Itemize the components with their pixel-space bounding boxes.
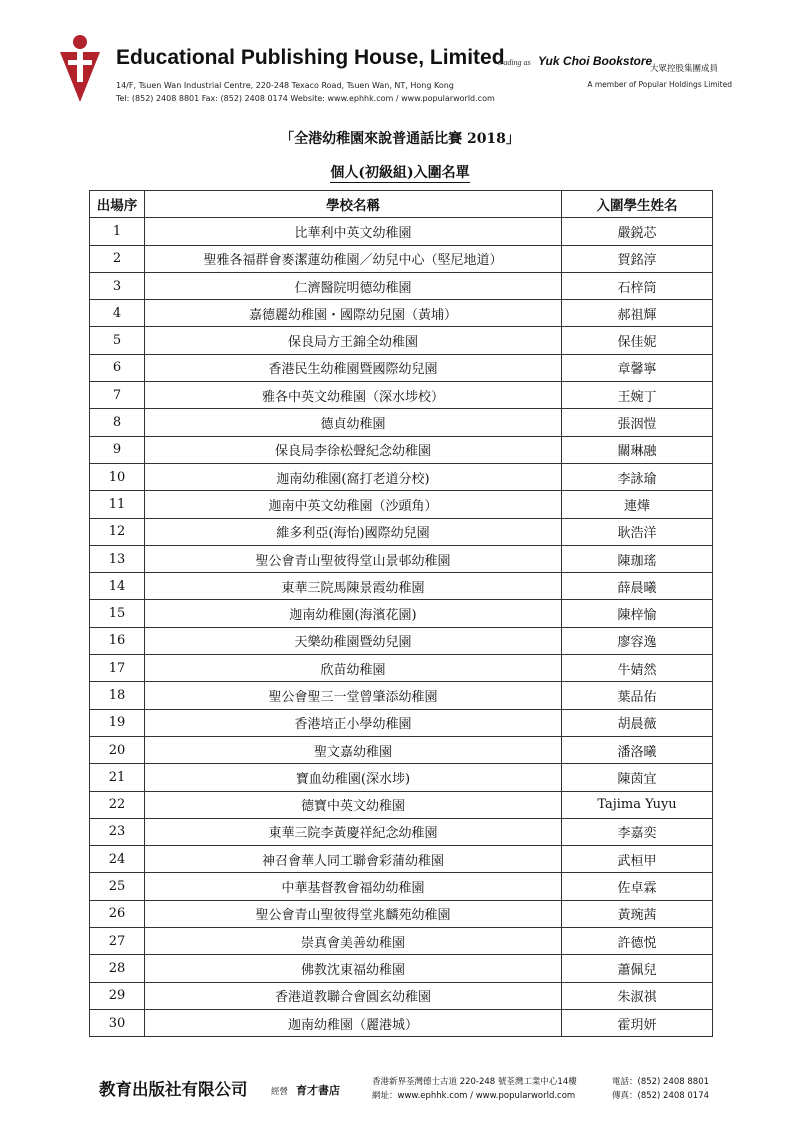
table-row: [90, 955, 713, 982]
company-name: Educational Publishing House, Limited: [116, 46, 505, 69]
cell-order: 18: [90, 682, 145, 709]
cell-school-name: 佛教沈東福幼稚園: [145, 955, 562, 982]
cell-school-name: 迦南幼稚園（麗港城）: [145, 1009, 562, 1036]
cell-student-name: 李嘉奕: [562, 818, 713, 845]
cell-student-name: 連燁: [562, 491, 713, 518]
cell-school-name: 香港民生幼稚園暨國際幼兒園: [145, 354, 562, 381]
cell-school-name: 比華利中英文幼稚園: [145, 218, 562, 245]
cell-school-name: 迦南幼稚園(窩打老道分校): [145, 463, 562, 490]
cell-order: 20: [90, 736, 145, 763]
cell-student-name: 薛晨曦: [562, 573, 713, 600]
cell-school-name: 保良局李徐松聲紀念幼稚園: [145, 436, 562, 463]
table-row: [90, 518, 713, 545]
table-row: [90, 327, 713, 354]
cell-student-name: 耿浩洋: [562, 518, 713, 545]
cell-order: 8: [90, 409, 145, 436]
cell-order: 3: [90, 272, 145, 299]
cell-student-name: 廖容逸: [562, 627, 713, 654]
bookstore-name: Yuk Choi Bookstore: [538, 54, 653, 68]
cell-school-name: 寶血幼稚園(深水埗): [145, 764, 562, 791]
cell-student-name: 許德悦: [562, 928, 713, 955]
cell-school-name: 聖文嘉幼稚園: [145, 736, 562, 763]
cell-student-name: Tajima Yuyu: [562, 791, 713, 818]
cell-student-name: 潘洛曦: [562, 736, 713, 763]
table-row: [90, 1009, 713, 1036]
table-row: [90, 573, 713, 600]
footer-tel: 電話：(852) 2408 8801: [612, 1077, 710, 1087]
cell-student-name: 陳梓愉: [562, 600, 713, 627]
cell-order: 6: [90, 354, 145, 381]
cell-student-name: 牛婧然: [562, 655, 713, 682]
cell-order: 15: [90, 600, 145, 627]
cell-student-name: 霍玥妍: [562, 1009, 713, 1036]
cell-school-name: 神召會華人同工聯會彩蒲幼稚園: [145, 846, 562, 873]
cell-order: 7: [90, 382, 145, 409]
cell-order: 14: [90, 573, 145, 600]
cell-student-name: 郝祖輝: [562, 300, 713, 327]
cell-school-name: 嘉德麗幼稚園・國際幼兒園（黃埔）: [145, 300, 562, 327]
cell-order: 25: [90, 873, 145, 900]
cell-student-name: 黃琬茜: [562, 900, 713, 927]
cell-school-name: 雅各中英文幼稚園（深水埗校）: [145, 382, 562, 409]
table-row: [90, 272, 713, 299]
table-row: [90, 873, 713, 900]
cell-student-name: 李詠瑜: [562, 463, 713, 490]
table-row: [90, 409, 713, 436]
logo-icon: [58, 34, 102, 104]
cell-student-name: 佐卓霖: [562, 873, 713, 900]
footer-fax: 傳真：(852) 2408 0174: [612, 1091, 710, 1101]
cell-student-name: 賀銘淳: [562, 245, 713, 272]
cell-student-name: 嚴鋭芯: [562, 218, 713, 245]
header-order: 出場序: [90, 191, 145, 218]
cell-order: 9: [90, 436, 145, 463]
footer-via-label: 經營: [271, 1087, 289, 1097]
cell-student-name: 章馨寧: [562, 354, 713, 381]
cell-order: 12: [90, 518, 145, 545]
cell-order: 10: [90, 463, 145, 490]
cell-student-name: 保佳妮: [562, 327, 713, 354]
table-row: [90, 764, 713, 791]
cell-order: 11: [90, 491, 145, 518]
cell-school-name: 維多利亞(海怡)國際幼兒園: [145, 518, 562, 545]
table-header-row: [90, 191, 713, 218]
cell-order: 29: [90, 982, 145, 1009]
table-row: [90, 682, 713, 709]
cell-student-name: 王婉丁: [562, 382, 713, 409]
cell-order: 4: [90, 300, 145, 327]
cell-order: 1: [90, 218, 145, 245]
document-subtitle: [0, 162, 800, 182]
cell-school-name: 中華基督教會福幼幼稚園: [145, 873, 562, 900]
cell-student-name: 關琳融: [562, 436, 713, 463]
trading-as-label: trading as: [498, 58, 531, 67]
company-contact: Tel: (852) 2408 8801 Fax: (852) 2408 0174 Website: www.ephhk.com / www.popularworld.com: [116, 94, 495, 103]
cell-student-name: 朱淑祺: [562, 982, 713, 1009]
table-row: [90, 736, 713, 763]
footer-bookstore: 育才書店: [296, 1084, 340, 1097]
cell-school-name: 聖公會聖三一堂曾肇添幼稚園: [145, 682, 562, 709]
cell-order: 24: [90, 846, 145, 873]
cell-school-name: 崇真會美善幼稚園: [145, 928, 562, 955]
table-row: [90, 982, 713, 1009]
cell-order: 27: [90, 928, 145, 955]
cell-order: 17: [90, 655, 145, 682]
cell-order: 22: [90, 791, 145, 818]
header-school: 學校名稱: [145, 191, 562, 218]
table-row: [90, 600, 713, 627]
table-row: [90, 655, 713, 682]
document-title: 「全港幼稚園來說普通話比賽 2018」: [280, 131, 520, 147]
finalist-table: [89, 190, 713, 1037]
cell-school-name: 聖公會青山聖彼得堂兆麟苑幼稚園: [145, 900, 562, 927]
cell-school-name: 東華三院馬陳景霞幼稚園: [145, 573, 562, 600]
cell-student-name: 胡晨薇: [562, 709, 713, 736]
cell-order: 2: [90, 245, 145, 272]
table-row: [90, 436, 713, 463]
table-row: [90, 545, 713, 572]
cell-school-name: 迦南中英文幼稚園（沙頭角）: [145, 491, 562, 518]
table-row: [90, 818, 713, 845]
footer-website: 網址：www.ephhk.com / www.popularworld.com: [372, 1091, 576, 1101]
cell-school-name: 聖雅各福群會麥潔蓮幼稚園／幼兒中心（堅尼地道）: [145, 245, 562, 272]
cell-school-name: 香港道教聯合會圓玄幼稚園: [145, 982, 562, 1009]
company-address: 14/F, Tsuen Wan Industrial Centre, 220-248 Texaco Road, Tsuen Wan, NT, Hong Kong: [116, 81, 454, 90]
group-member-zh: 大眾控股集團成員: [650, 64, 719, 74]
cell-student-name: 葉品佑: [562, 682, 713, 709]
table-row: [90, 463, 713, 490]
table-row: [90, 900, 713, 927]
table-row: [90, 627, 713, 654]
cell-school-name: 德貞幼稚園: [145, 409, 562, 436]
cell-order: 28: [90, 955, 145, 982]
group-member-en: A member of Popular Holdings Limited: [587, 80, 732, 89]
cell-order: 19: [90, 709, 145, 736]
cell-order: 23: [90, 818, 145, 845]
subtitle-text: 個人(初級組)入圍名單: [330, 165, 470, 181]
table-row: [90, 791, 713, 818]
cell-school-name: 聖公會青山聖彼得堂山景邨幼稚園: [145, 545, 562, 572]
table-row: [90, 300, 713, 327]
table-row: [90, 354, 713, 381]
table-row: [90, 245, 713, 272]
table-row: [90, 491, 713, 518]
company-logo: [58, 34, 102, 104]
cell-student-name: 陳珈瑤: [562, 545, 713, 572]
cell-school-name: 天樂幼稚園暨幼兒園: [145, 627, 562, 654]
footer-address: 香港新界荃灣德士古道 220-248 號荃灣工業中心14樓: [372, 1077, 577, 1087]
cell-school-name: 保良局方王錦全幼稚園: [145, 327, 562, 354]
table-row: [90, 928, 713, 955]
cell-student-name: 蕭佩兒: [562, 955, 713, 982]
cell-order: 16: [90, 627, 145, 654]
cell-student-name: 石梓筒: [562, 272, 713, 299]
cell-school-name: 迦南幼稚園(海濱花園): [145, 600, 562, 627]
table-body: [90, 218, 713, 1037]
table-row: [90, 846, 713, 873]
cell-student-name: 武桓甲: [562, 846, 713, 873]
table-row: [90, 709, 713, 736]
cell-school-name: 仁濟醫院明德幼稚園: [145, 272, 562, 299]
table-row: [90, 218, 713, 245]
cell-school-name: 欣苗幼稚園: [145, 655, 562, 682]
cell-school-name: 東華三院李黃慶祥紀念幼稚園: [145, 818, 562, 845]
cell-order: 21: [90, 764, 145, 791]
cell-school-name: 香港培正小學幼稚園: [145, 709, 562, 736]
cell-order: 26: [90, 900, 145, 927]
cell-student-name: 陳茵宜: [562, 764, 713, 791]
cell-student-name: 張洇愷: [562, 409, 713, 436]
cell-school-name: 德寶中英文幼稚園: [145, 791, 562, 818]
cell-order: 5: [90, 327, 145, 354]
cell-order: 30: [90, 1009, 145, 1036]
table-row: [90, 382, 713, 409]
header-student: 入圍學生姓名: [562, 191, 713, 218]
cell-order: 13: [90, 545, 145, 572]
footer-company-name: 教育出版社有限公司: [99, 1080, 248, 1099]
